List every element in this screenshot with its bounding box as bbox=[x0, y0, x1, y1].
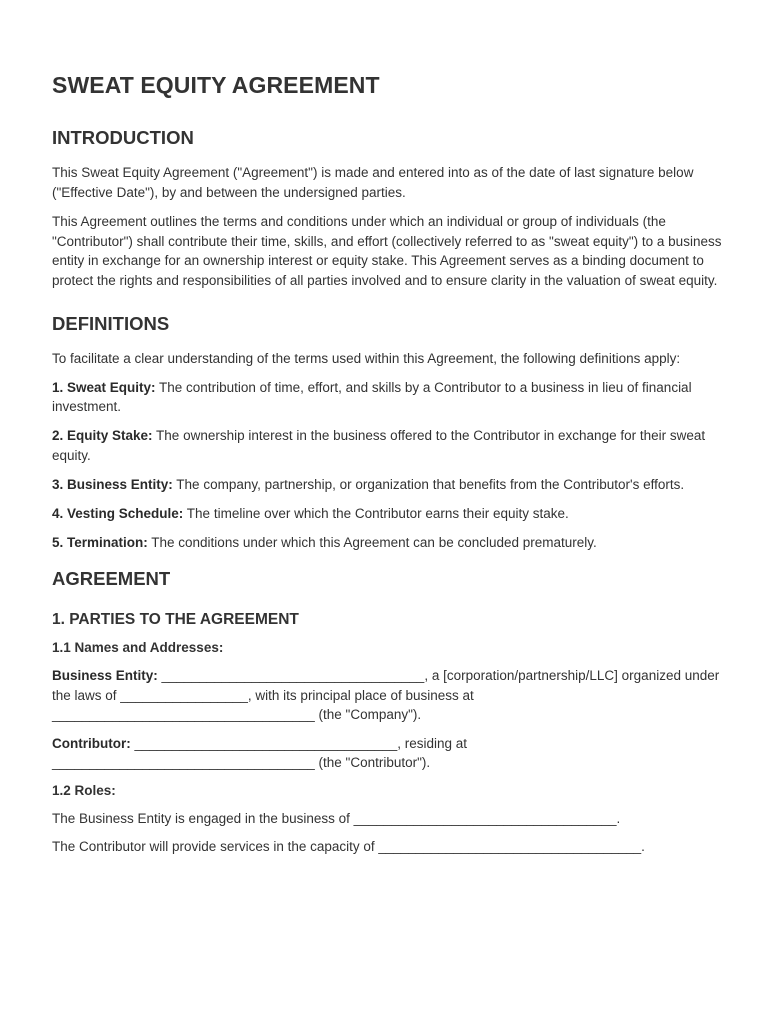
business-entity-text: ___________________________________, a [corporation/partnership/LLC] organized under the laws of _________________, with its principal place of business at ___________________________________ (the "Company"). bbox=[52, 668, 720, 722]
definitions-heading: DEFINITIONS bbox=[52, 313, 170, 334]
definition-business-entity bbox=[52, 475, 724, 495]
contributor-label: Contributor: bbox=[52, 735, 131, 751]
introduction-paragraph-2: This Agreement outlines the terms and conditions under which an individual or group of individuals (the "Contributor") shall contribute their time, skills, and effort (collectively referred to as "sweat equity") to a business entity in exchange for an ownership interest or equity stake. This Agreement serves as a binding document to protect the rights and responsibilities of all parties involved and to ensure clarity in the valuation of sweat equity. bbox=[52, 214, 722, 288]
agreement-heading: AGREEMENT bbox=[52, 568, 171, 589]
definition-term: 2. Equity Stake: bbox=[52, 428, 153, 443]
contributor-text: ___________________________________, residing at ___________________________________ (the "Contributor"). bbox=[52, 735, 468, 770]
business-entity-clause bbox=[52, 666, 724, 725]
introduction-paragraph-1: This Sweat Equity Agreement ("Agreement") is made and entered into as of the date of last signature below ("Effective Date"), by and between the undersigned parties. bbox=[52, 165, 694, 200]
definition-vesting-schedule bbox=[52, 504, 724, 524]
document-page bbox=[52, 70, 724, 857]
parties-heading: 1. PARTIES TO THE AGREEMENT bbox=[52, 611, 299, 628]
definition-term: 3. Business Entity: bbox=[52, 476, 173, 492]
names-addresses-heading: 1.1 Names and Addresses: bbox=[52, 640, 224, 655]
roles-heading: 1.2 Roles: bbox=[52, 782, 116, 798]
definition-text: The contribution of time, effort, and skills by a Contributor to a business in lieu of financial investment. bbox=[52, 379, 692, 414]
business-entity-label: Business Entity: bbox=[52, 668, 158, 683]
definition-text: The timeline over which the Contributor earns their equity stake. bbox=[183, 505, 569, 521]
definition-term: 5. Termination: bbox=[52, 534, 148, 550]
definition-text: The conditions under which this Agreement can be concluded prematurely. bbox=[147, 534, 597, 550]
definition-sweat-equity bbox=[52, 378, 724, 417]
definition-text: The ownership interest in the business offered to the Contributor in exchange for their sweat equity. bbox=[52, 428, 706, 463]
definition-equity-stake bbox=[52, 426, 724, 465]
role-contributor: The Contributor will provide services in the capacity of ___________________________________. bbox=[52, 839, 645, 854]
definition-termination bbox=[52, 533, 724, 553]
introduction-heading: INTRODUCTION bbox=[52, 127, 194, 148]
document-title: SWEAT EQUITY AGREEMENT bbox=[52, 72, 380, 98]
definition-term: 4. Vesting Schedule: bbox=[52, 505, 184, 521]
role-business-entity: The Business Entity is engaged in the business of ___________________________________. bbox=[52, 810, 621, 826]
definitions-lead: To facilitate a clear understanding of the terms used within this Agreement, the following definitions apply: bbox=[52, 351, 681, 366]
contributor-clause bbox=[52, 734, 724, 773]
definition-text: The company, partnership, or organization that benefits from the Contributor's efforts. bbox=[172, 476, 685, 492]
definition-term: 1. Sweat Equity: bbox=[52, 379, 156, 395]
